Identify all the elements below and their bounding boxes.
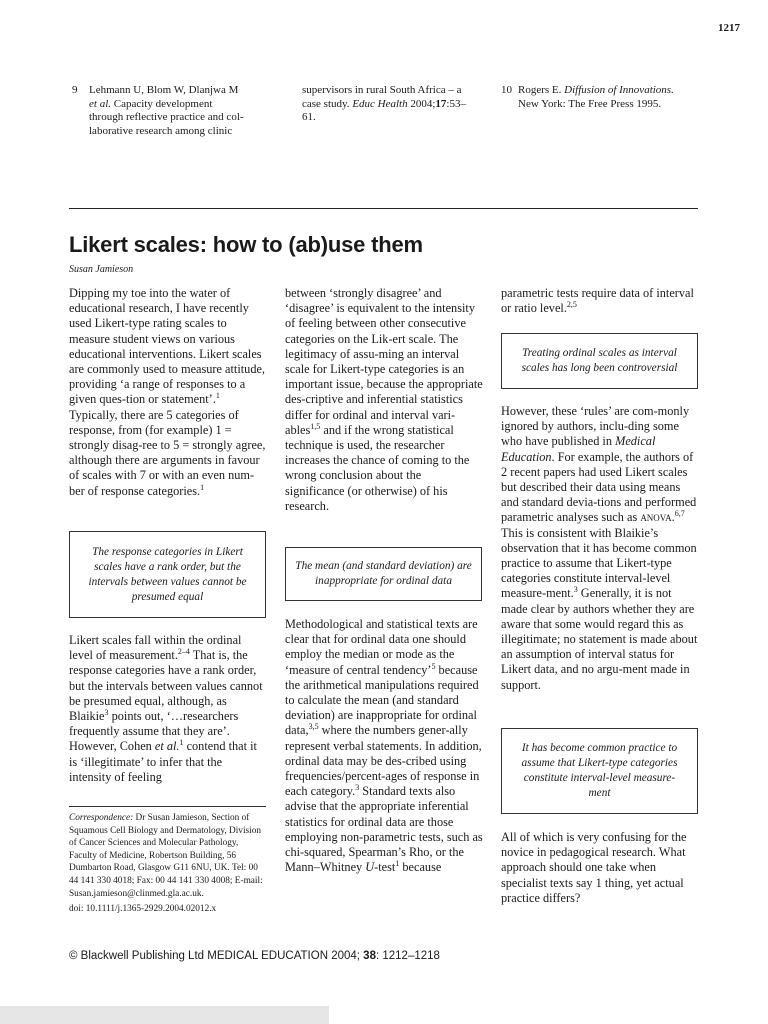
reference-line: laborative research among clinic: [89, 124, 233, 137]
footer-volume: 38: [363, 950, 376, 962]
reference-line: through reflective practice and col-: [89, 111, 244, 123]
pullquote-box: [501, 728, 698, 814]
body-column-1-top: [69, 286, 267, 499]
reference-line: Lehmann U, Blom W, Dlanjwa M: [89, 84, 239, 96]
reference-line: New York: The Free Press 1995.: [518, 97, 662, 110]
reference-line: case study. Educ Health 2004;17:53–: [302, 97, 466, 110]
pullquote-text: It has become common practice to assume that Likert-type categories constitute interval-level measure-ment: [521, 742, 678, 799]
correspondence-label: Correspondence:: [69, 813, 134, 823]
footer-text: © Blackwell Publishing Ltd MEDICAL EDUCATION 2004;: [69, 950, 364, 962]
body-column-3-top: [501, 286, 699, 316]
reference-9: [72, 84, 282, 138]
body-paragraph: All of which is very confusing for the novice in pedagogical research. What approach should one take when specialist texts say 1 thing, yet actual practice differs?: [501, 830, 687, 905]
body-column-1-bottom: [69, 633, 267, 785]
body-column-2-top: [285, 286, 483, 514]
correspondence-rule: [69, 806, 266, 807]
body-paragraph: Likert scales fall within the ordinal level of measurement.$^{2-4}$ That is, the response categories have a rank order, but the intervals between values cannot be presumed equal, although, as Blaikie$^3$ points out, ‘…researchers frequently assume that they are’. However, Cohen et al.$^1$ contend that it is ‘illegitimate’ to infer that the intensity of feeling: [69, 633, 263, 784]
section-divider: [69, 208, 698, 209]
pullquote-box: [501, 333, 698, 389]
reference-9-continued: [302, 84, 502, 125]
body-column-2-bottom: [285, 617, 483, 875]
pullquote-text: Treating ordinal scales as interval scales has long been controversial: [521, 347, 678, 374]
footer-pages: : 1212–1218: [375, 950, 440, 962]
body-paragraph: However, these ‘rules’ are com-monly ignored by authors, inclu-ding some who have published in Medical Education. For example, the authors of 2 recent papers had used Likert scales but described their data using means and standard devia-tions and performed parametric analyses such as anova.$^{6,7}$ This is consistent with Blaikie’s observation that it has become common practice to assume that Likert-type categories constitute interval-level measure-ment.$^3$ Generally, it is not made clear by authors whether they are aware that some would regard this as illegitimate; no statement is made about an assumption of interval status for Likert data, and no argu-ment made in support.: [501, 404, 698, 692]
correspondence-block: [69, 812, 267, 916]
correspondence-details: Dr Susan Jamieson, Section of Squamous Cell Biology and Dermatology, Division of Cancer Sciences and Molecular Pathology, Faculty of Medicine, Robertson Building, 56 Dumbarton Road, Glasgow G11 6NU, UK. Tel: 00 44 141 330 4018; Fax: 00 44 141 330 4008; E-mail: Susan.jamieson@clinmed.gla.ac.uk.: [69, 813, 263, 899]
body-paragraph: Methodological and statistical texts are clear that for ordinal data one should employ the median or mode as the ‘measure of central tendency’$^5$ because the arithmetical manipulations required to calculate the mean (and standard deviation) are inappropriate for ordinal data,$^{3,5}$ where the numbers gener-ally represent verbal statements. In addition, ordinal data may be des-cribed using frequencies/percent-ages of response in each category.$^3$ Standard texts also advise that the appropriate inferential statistics for ordinal data are those employing non-parametric tests, such as chi-squared, Spearman’s Rho, or the Mann–Whitney U-test$^1$ because: [285, 617, 483, 875]
pullquote-text: The response categories in Likert scales have a rank order, but the intervals between values cannot be presumed equal: [88, 545, 247, 603]
body-paragraph: between ‘strongly disagree’ and ‘disagree’ is equivalent to the intensity of feeling between other consecutive categories on the Lik-ert scale. The legitimacy of assu-ming an interval scale for Likert-type categories is an important issue, because the appropriate des-criptive and inferential statistics differ for ordinal and interval vari-ables$^{1,5}$ and if the wrong statistical technique is used, the researcher increases the chance of coming to the wrong conclusion about the significance (or otherwise) of his research.: [285, 286, 483, 513]
doi: doi: 10.1111/j.1365-2929.2004.02012.x: [69, 904, 217, 915]
reference-line: supervisors in rural South Africa – a: [302, 84, 462, 96]
page-number: 1217: [718, 22, 740, 34]
body-paragraph: parametric tests require data of interval or ratio level.$^{2,5}$: [501, 286, 694, 316]
reference-10: [501, 84, 701, 111]
reference-line: 61.: [302, 111, 316, 123]
bottom-grey-bar: [0, 1006, 329, 1024]
body-column-3-middle: [501, 404, 699, 693]
reference-line: et al. Capacity development: [89, 97, 213, 110]
article-author: Susan Jamieson: [69, 264, 134, 275]
article-title: Likert scales: how to (ab)use them: [69, 232, 423, 257]
pullquote-box: [69, 531, 266, 618]
reference-number: 10: [501, 84, 512, 96]
correspondence-text: [69, 812, 267, 900]
reference-number: 9: [72, 84, 78, 96]
pullquote-text: The mean (and standard deviation) are inappropriate for ordinal data: [295, 560, 472, 587]
journal-footer: [69, 950, 440, 962]
pullquote-box: [285, 547, 482, 601]
reference-line: Rogers E. Diffusion of Innovations.: [518, 84, 674, 96]
body-column-3-bottom: [501, 830, 699, 906]
body-paragraph: Dipping my toe into the water of educational research, I have recently used Likert-type rating scales to measure student views on various educational interventions. Likert scales are commonly used to measure attitude, providing ‘a range of responses to a given ques-tion or statement’.$^1$ Typically, there are 5 categories of response, from (for example) 1 = strongly disag-ree to 5 = strongly agree, although there are arguments in favour of scales with 7 or with an even num-ber of response categories.$^1$: [69, 286, 266, 498]
